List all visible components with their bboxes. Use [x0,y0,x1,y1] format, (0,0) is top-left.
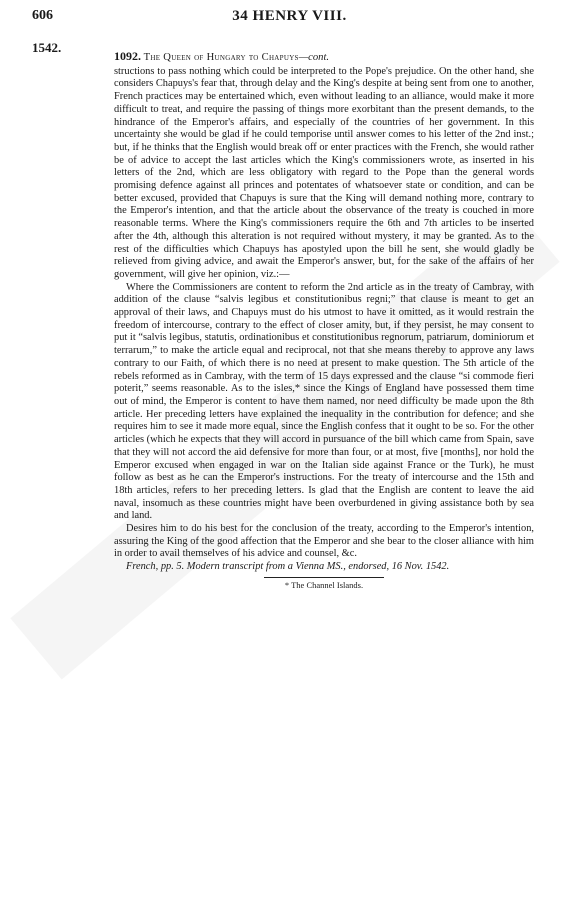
margin-year: 1542. [32,40,62,55]
paragraph: Where the Commissioners are content to reform the 2nd article as in the treaty of Cambray, with addition of the clause “salvis legibus et constitutionibus regni;” that clause is meant to get an approval of their laws, and Chapuys must do his utmost to have it omitted, as it would restrain the freedom of intercourse, contrary to the effect of closer amity, but, if they persist, he may consent to put it “salvis legibus, statutis, ordinationibus et constitutionibus regnorum, patriarum, dominiorum et terrarum,” to make the article equal and reciprocal, not that she means thereby to approve any laws contrary to our Faith, of which there is no need at present to make question. The 5th article of the rebels reformed as in Cambray, with the term of 15 days expressed and the clause “si commode fieri poterit,” seems reasonable. As to the isles,* since the Kings of England have possessed them time out of mind, the Emperor is content to have them named, nor need difficulty be made upon the 8th article. Her preceding letters have explained the inequality in the contribution for defence; and she requires him to see it made more equal, since the English confess that it ought to be so. For the other articles (which he expects that they will accord in pursuance of the bill which came from Spain, save that they will not accord the aid defensive for more than four, or at most, five [months], nor hold the Emperor excused when engaged in war on the Italian side against France or the Turk), he must follow as best as he can the Emperor's instructions. For the treaty of intercourse and the 15th and 18th articles, refers to her preceding letters. Is glad that the English are content to leave the aid naval, insomuch as these countries might have been overburdened in giving assistance both by sea and land. [114,281,534,522]
paragraph: structions to pass nothing which could be interpreted to the Pope's prejudice. On the other hand, she considers Chapuys's fear that, through delay and the King's despite at being sent from one to another, French practices may be entertained which, even without leading to an alliance, would make it more difficult to treat, and require the passing of things more exorbitant than the present demands, to the hindrance of the Emperor's affairs, and especially of the countries of her government. In this uncertainty she would be glad if he could temporise until answer comes to his letter of the 2nd inst.; but, if he thinks that the English would break off or enter practices with the French, she would rather be of advice to accept the last articles which the King's commissioners wrote, as inserted in his letters of the 2nd, which are less obligatory with regard to the Pope than the general words promising defence against all princes and potentates of whatsoever state or condition, and can be better excused, provided that Chapuys is sure that the King will demand nothing more, contrary to the Emperor's intention, and that the article about the observance of the treaty is couched in more reasonable terms. Where the King's commissioners require the 6th and 7th articles to be inserted after the 4th, although this alteration is not required without mystery, it may be granted. As to the rest of the difficulties which Chapuys has apostyled upon the bill he sent, she would gladly be relieved from giving advice, and await the Emperor's answer, but, for the sake of the affairs of her government, will give her opinion, viz.:— [114,65,535,280]
footnote: * The Channel Islands. [284,579,364,590]
entry-body [114,50,534,590]
paragraph: Desires him to do his best for the conclusion of the treaty, according to the Emperor's intention, assuring the King of the good affection that the Emperor and she bear to the closer alliance with him in order to avail themselves of his advice and counsel, &c. [114,523,534,560]
entry-number: 1092. [114,49,141,63]
entry-title: The Queen of Hungary to Chapuys [143,52,299,63]
page-number: 606 [32,8,53,23]
page-header [32,8,547,30]
source-note: French, pp. 5. Modern transcript from a Vienna MS., endorsed, 16 Nov. 1542. [126,561,450,573]
running-title: 34 HENRY VIII. [232,8,347,24]
footnote-divider [264,577,384,578]
entry-continued: —cont. [298,52,330,63]
entry-heading [114,50,534,65]
